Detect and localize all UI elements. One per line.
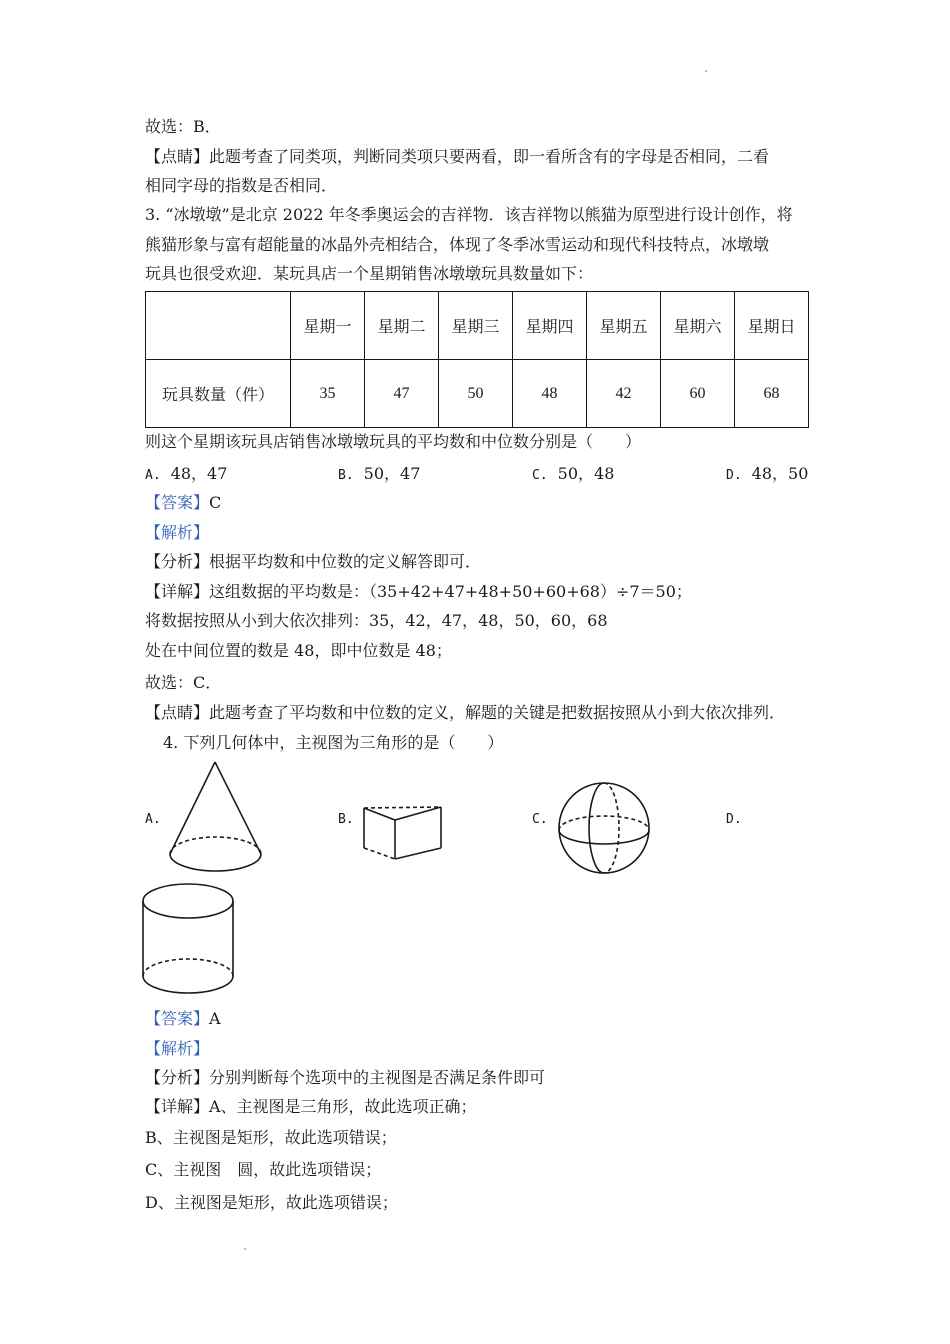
scan-speck <box>244 1248 246 1250</box>
table-cell: 50 <box>439 360 513 428</box>
table-header-cell: 星期日 <box>735 292 809 360</box>
triangular-prism-icon[interactable] <box>358 804 448 862</box>
text-line: 【分析】根据平均数和中位数的定义解答即可． <box>145 552 482 571</box>
table-cell: 48 <box>513 360 587 428</box>
text-line: C、主视图 圆，故此选项错误； <box>145 1160 382 1179</box>
table-header-cell: 星期二 <box>365 292 439 360</box>
text-line: D、主视图是矩形，故此选项错误； <box>145 1193 398 1212</box>
shape-label-a: A. <box>145 812 161 827</box>
table-header-cell <box>146 292 291 360</box>
scan-speck <box>705 70 707 72</box>
question-4-stem: 4. 下列几何体中，主视图为三角形的是（ ） <box>163 733 504 752</box>
analysis-tag: 【解析】 <box>145 523 210 542</box>
table-row-label: 玩具数量（件） <box>146 360 291 428</box>
table-cell: 68 <box>735 360 809 428</box>
option-c[interactable]: C. 50，48 <box>532 464 615 483</box>
question-3-options <box>0 461 950 483</box>
shape-label-c: C. <box>532 812 548 827</box>
text-line: 相同字母的指数是否相同． <box>145 176 338 195</box>
table-cell: 60 <box>661 360 735 428</box>
text-line: 故选：C． <box>145 673 222 692</box>
answer-line: 【答案】A <box>145 1009 221 1028</box>
option-d[interactable]: D. 48，50 <box>726 464 809 483</box>
sphere-icon[interactable] <box>554 780 656 878</box>
question-3-stem: 3. “冰墩墩”是北京 2022 年冬季奥运会的吉祥物．该吉祥物以熊猫为原型进行设计创作，将 <box>145 205 793 224</box>
cone-icon[interactable] <box>163 758 267 876</box>
text-line: 将数据按照从小到大依次排列：35，42，47，48，50，60，68 <box>145 611 608 630</box>
table-header-cell: 星期四 <box>513 292 587 360</box>
table-header-cell: 星期三 <box>439 292 513 360</box>
text-line: 【详解】这组数据的平均数是：（35+42+47+48+50+60+68）÷7＝50； <box>145 582 692 601</box>
table-cell: 47 <box>365 360 439 428</box>
option-a[interactable]: A. 48，47 <box>145 464 228 483</box>
table-header-cell: 星期六 <box>661 292 735 360</box>
table-header-row <box>146 292 809 360</box>
text-line: 【详解】A、主视图是三角形，故此选项正确； <box>145 1097 477 1116</box>
option-b[interactable]: B. 50，47 <box>338 464 421 483</box>
text-line: 【点睛】此题考查了平均数和中位数的定义，解题的关键是把数据按照从小到大依次排列． <box>145 703 786 722</box>
cylinder-icon[interactable] <box>138 880 242 1002</box>
table-cell: 42 <box>587 360 661 428</box>
text-line: 【分析】分别判断每个选项中的主视图是否满足条件即可 <box>145 1068 546 1087</box>
table-header-cell: 星期五 <box>587 292 661 360</box>
answer-line: 【答案】C <box>145 493 222 512</box>
text-line: 处在中间位置的数是 48，即中位数是 48； <box>145 641 452 660</box>
sales-table <box>145 291 809 428</box>
text-line: 玩具也很受欢迎．某玩具店一个星期销售冰墩墩玩具数量如下： <box>145 264 594 283</box>
shape-label-d: D. <box>726 812 742 827</box>
text-line: 【点睛】此题考查了同类项，判断同类项只要两看，即一看所含有的字母是否相同，二看 <box>145 147 770 166</box>
text-line: 熊猫形象与富有超能量的冰晶外壳相结合，体现了冬季冰雪运动和现代科技特点，冰墩墩 <box>145 235 770 254</box>
table-row <box>146 360 809 428</box>
analysis-tag: 【解析】 <box>145 1039 210 1058</box>
question-3-prompt: 则这个星期该玩具店销售冰墩墩玩具的平均数和中位数分别是（ ） <box>145 432 642 451</box>
shape-label-b: B. <box>338 812 354 827</box>
table-cell: 35 <box>291 360 365 428</box>
text-line: B、主视图是矩形，故此选项错误； <box>145 1128 397 1147</box>
table-header-cell: 星期一 <box>291 292 365 360</box>
text-line: 故选：B． <box>145 117 221 136</box>
